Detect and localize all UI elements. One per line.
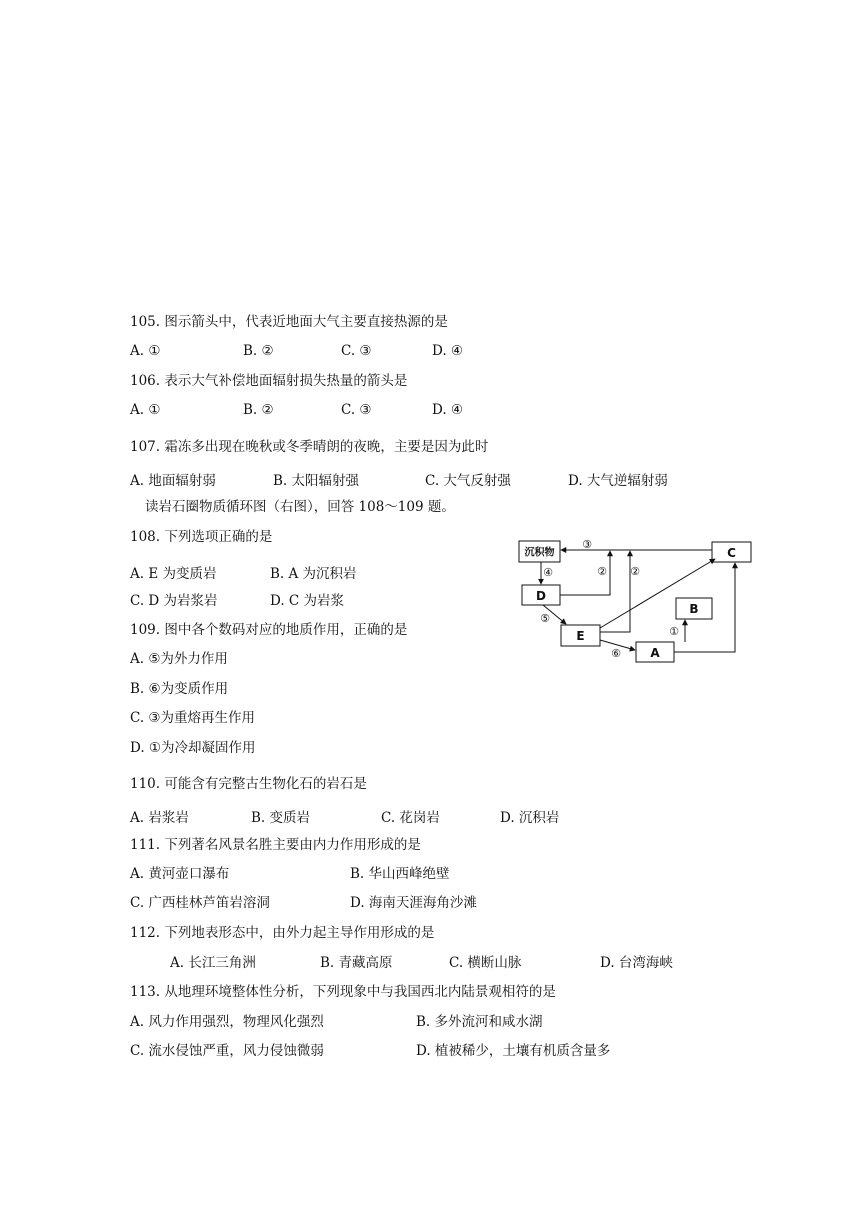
- q107-option-b: B. 太阳辐射强: [273, 473, 360, 489]
- q111-option-a: A. 黄河壶口瀑布: [130, 866, 230, 882]
- q112-option-a: A. 长江三角洲: [170, 955, 256, 971]
- q109-option-c: C. ③为重熔再生作用: [130, 710, 256, 726]
- q105-option-b: B. ②: [243, 343, 274, 359]
- q106-option-a: A. ①: [130, 402, 161, 418]
- rock-cycle-diagram: [515, 536, 760, 671]
- num-1: ①: [669, 625, 679, 638]
- q113-stem: 113. 从地理环境整体性分析，下列现象中与我国西北内陆景观相符的是: [130, 984, 556, 1000]
- q106-option-c: C. ③: [341, 402, 372, 418]
- reading-intro: 读岩石圈物质循环图（右图），回答 108～109 题。: [145, 499, 455, 515]
- q105-stem: 105. 图示箭头中，代表近地面大气主要直接热源的是: [130, 314, 448, 330]
- num-3: ③: [582, 538, 592, 551]
- box-b-label: B: [689, 602, 699, 616]
- q112-option-b: B. 青藏高原: [320, 955, 393, 971]
- q108-option-a: A. E 为变质岩: [130, 566, 217, 582]
- q108-option-b: B. A 为沉积岩: [270, 566, 357, 582]
- num-6: ⑥: [611, 647, 621, 660]
- num-2b: ②: [630, 565, 640, 578]
- q112-option-c: C. 横断山脉: [449, 955, 522, 971]
- q107-option-c: C. 大气反射强: [425, 473, 511, 489]
- box-d-label: D: [536, 589, 546, 603]
- q110-option-d: D. 沉积岩: [500, 810, 560, 826]
- q111-option-b: B. 华山西峰绝壁: [350, 866, 450, 882]
- box-e-label: E: [576, 629, 585, 643]
- q108-option-c: C. D 为岩浆岩: [130, 593, 218, 609]
- q107-option-a: A. 地面辐射弱: [130, 473, 216, 489]
- num-2a: ②: [597, 565, 607, 578]
- q106-stem: 106. 表示大气补偿地面辐射损失热量的箭头是: [130, 373, 408, 389]
- q109-stem: 109. 图中各个数码对应的地质作用，正确的是: [130, 622, 408, 638]
- q113-option-a: A. 风力作用强烈，物理风化强烈: [130, 1014, 324, 1030]
- arrow-2b: [600, 551, 630, 632]
- q108-option-d: D. C 为岩浆: [270, 593, 345, 609]
- q108-stem: 108. 下列选项正确的是: [130, 529, 273, 545]
- q111-option-c: C. 广西桂林芦笛岩溶洞: [130, 895, 270, 911]
- q111-stem: 111. 下列著名风景名胜主要由内力作用形成的是: [130, 837, 421, 853]
- q105-option-c: C. ③: [341, 343, 372, 359]
- q110-option-b: B. 变质岩: [251, 810, 311, 826]
- q110-option-a: A. 岩浆岩: [130, 810, 189, 826]
- q110-option-c: C. 花岗岩: [381, 810, 440, 826]
- q107-stem: 107. 霜冻多出现在晚秋或冬季晴朗的夜晚，主要是因为此时: [130, 439, 489, 455]
- q105-option-d: D. ④: [432, 343, 464, 359]
- q107-option-d: D. 大气逆辐射弱: [568, 473, 668, 489]
- q110-stem: 110. 可能含有完整古生物化石的岩石是: [130, 776, 367, 792]
- q113-option-d: D. 植被稀少，土壤有机质含量多: [416, 1043, 611, 1059]
- q112-option-d: D. 台湾海峡: [600, 955, 673, 971]
- q105-option-a: A. ①: [130, 343, 161, 359]
- box-c-label: C: [727, 546, 736, 560]
- q106-option-b: B. ②: [243, 402, 274, 418]
- q109-option-b: B. ⑥为变质作用: [130, 681, 229, 697]
- q112-stem: 112. 下列地表形态中，由外力起主导作用形成的是: [130, 925, 435, 941]
- q113-option-c: C. 流水侵蚀严重，风力侵蚀微弱: [130, 1043, 324, 1059]
- num-5: ⑤: [540, 612, 550, 625]
- q109-option-d: D. ①为冷却凝固作用: [130, 740, 256, 756]
- box-a-label: A: [650, 646, 660, 660]
- sediment-label: 沉积物: [524, 547, 555, 559]
- q111-option-d: D. 海南天涯海角沙滩: [350, 895, 477, 911]
- q106-option-d: D. ④: [432, 402, 464, 418]
- num-4: ④: [543, 566, 553, 579]
- q113-option-b: B. 多外流河和咸水湖: [416, 1014, 543, 1030]
- q109-option-a: A. ⑤为外力作用: [130, 651, 228, 667]
